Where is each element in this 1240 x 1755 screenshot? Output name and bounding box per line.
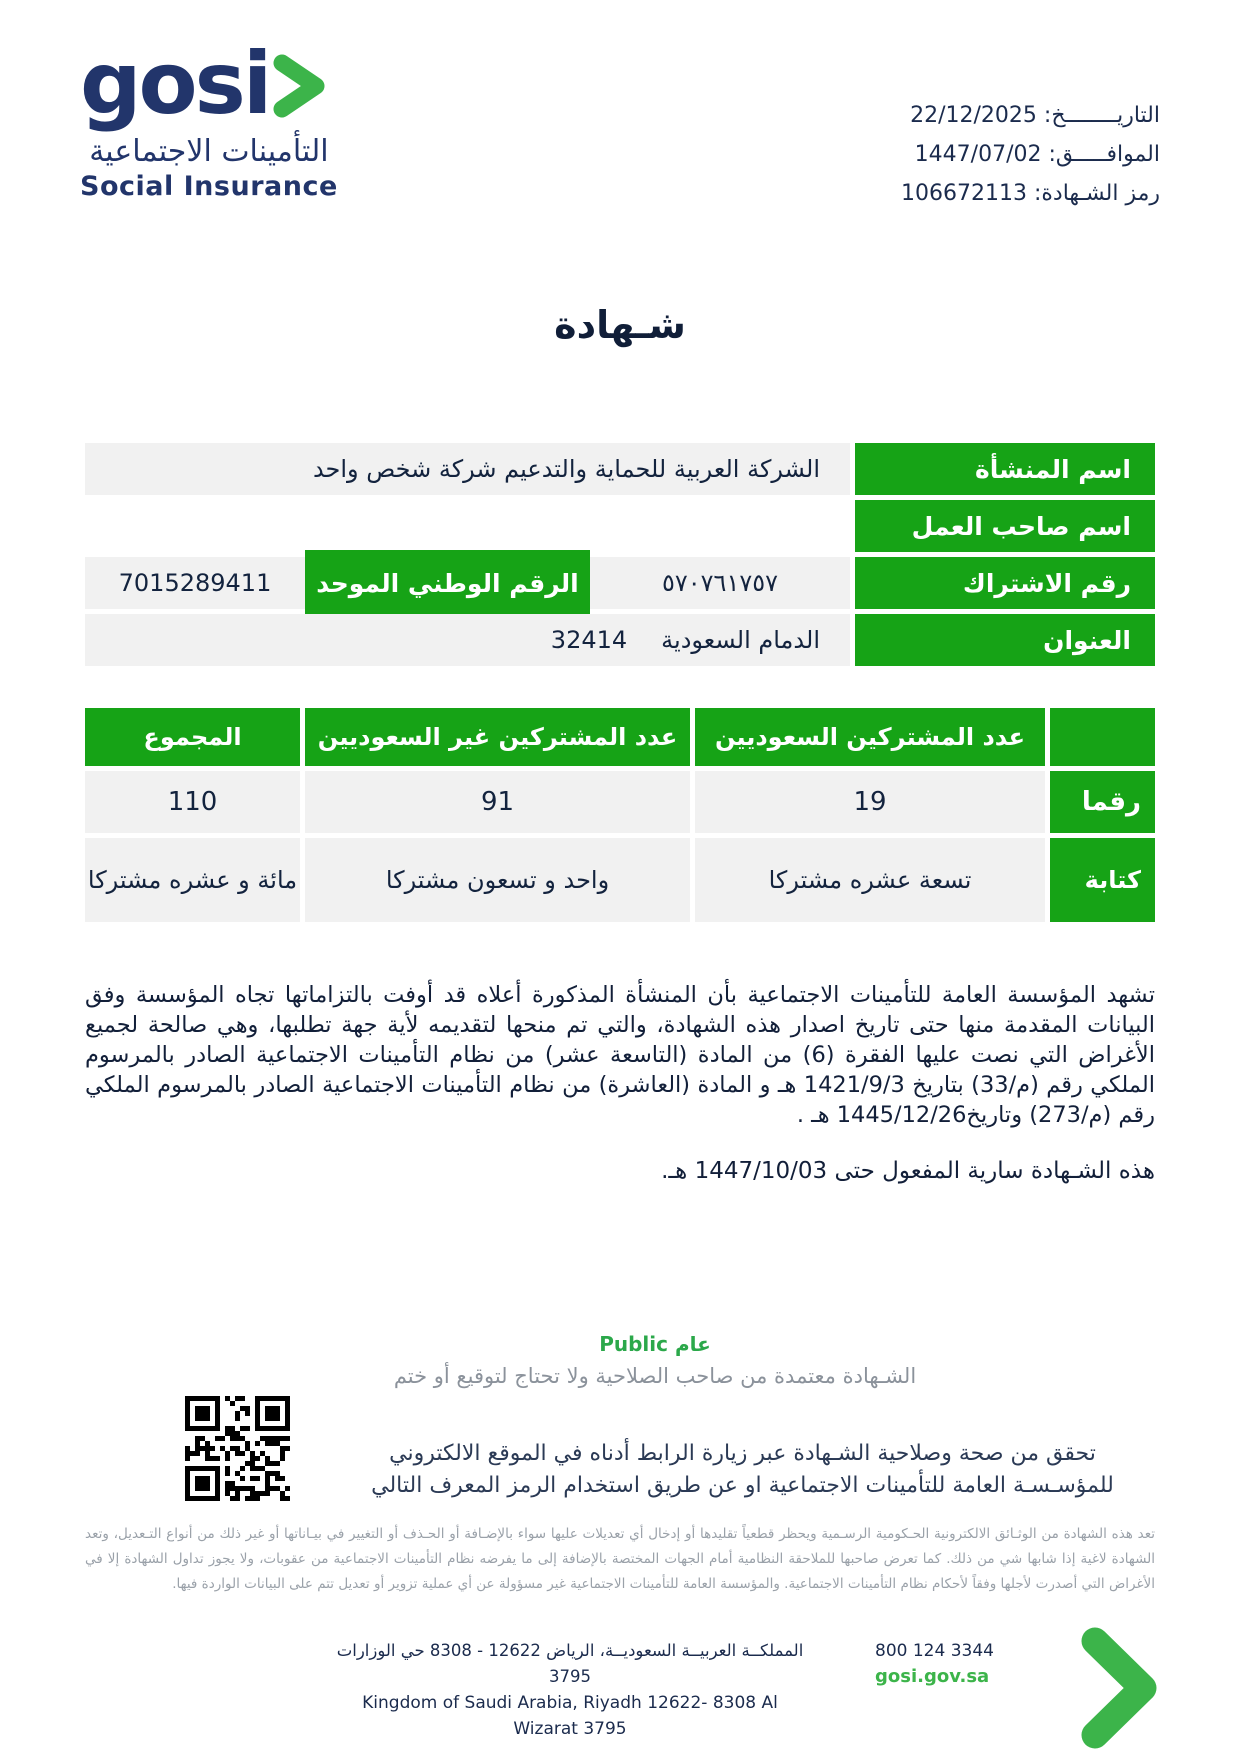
total-count-numeric: 110 (85, 771, 300, 833)
footer-contact (875, 1638, 994, 1690)
counts-corner-cell (1050, 708, 1155, 766)
employer-name-value (85, 500, 850, 552)
subscription-number-label: رقم الاشتراك (855, 557, 1155, 609)
total-count-written: مائة و عشره مشتركا (85, 838, 300, 922)
non-saudi-count-written: واحد و تسعون مشتركا (305, 838, 690, 922)
header-saudi-subscribers: عدد المشتركين السعوديين (695, 708, 1045, 766)
certification-note: الشـهادة معتمدة من صاحب الصلاحية ولا تحتاج لتوقيع أو ختم (393, 1364, 917, 1388)
qr-code (185, 1396, 290, 1501)
gosi-logo (80, 34, 338, 202)
establishment-info-table (85, 443, 1155, 666)
verification-instructions: تحقق من صحة وصلاحية الشـهادة عبر زيارة الرابط أدناه في الموقع الالكتروني للمؤسـسـة العامة للتأمينات الاجتماعية او عن طريق استخدام الرمز المعرف التالي (371, 1441, 1114, 1498)
validity-line: هذه الشـهادة سارية المفعول حتى 1447/10/03 هـ. (661, 1158, 1155, 1184)
meta-code-label: رمز الشـهادة: (1033, 181, 1160, 206)
establishment-name-value: الشركة العربية للحماية والتدعيم شركة شخص واحد (85, 443, 850, 495)
address-arabic: المملكــة العربيــة السعوديــة، الرياض 12622 - 8308 حي الوزارات 3795 (336, 1641, 804, 1686)
unified-national-number-value: 7015289411 (118, 569, 272, 597)
employer-name-label: اسم صاحب العمل (855, 500, 1155, 552)
address-value (85, 614, 850, 666)
meta-date-value: 22/12/2025 (910, 103, 1037, 128)
header-total: المجموع (85, 708, 300, 766)
verification-section (0, 1396, 1240, 1502)
logo-english-name: Social Insurance (80, 171, 338, 202)
table-row-employer-name (85, 500, 1155, 552)
header-non-saudi-subscribers: عدد المشتركين غير السعوديين (305, 708, 690, 766)
meta-code-value: 106672113 (901, 181, 1027, 206)
logo-arabic-name: التأمينات الاجتماعية (89, 134, 329, 169)
address-city: الدمام السعودية (661, 626, 820, 654)
header (0, 0, 1240, 213)
address-label: العنوان (855, 614, 1155, 666)
row-label-written: كتابة (1050, 838, 1155, 922)
website-url: gosi.gov.sa (875, 1666, 990, 1687)
meta-hijri-value: 1447/07/02 (914, 142, 1042, 167)
logo-wordmark: gosi (80, 34, 270, 134)
footer-chevron-icon (1080, 1627, 1160, 1753)
footer-address (335, 1638, 805, 1742)
row-label-numeric: رقما (1050, 771, 1155, 833)
meta-date-label: التاريــــــــخ: (1043, 103, 1160, 128)
table-row-address (85, 614, 1155, 666)
page-title: شـهادة (554, 303, 686, 347)
establishment-name-label: اسم المنشأة (855, 443, 1155, 495)
subscription-number-value: ٥٧٠٧٦١٧٥٧ (661, 569, 778, 597)
subscriber-counts-table (85, 708, 1155, 922)
meta-certificate-code (901, 174, 1160, 213)
table-row-subscription-number (85, 557, 1155, 609)
legal-disclaimer: تعد هذه الشهادة من الوثـائق الالكترونية الحـكومية الرسـمية ويحظر قطعياً تقليدها أو إدخال أي تعديلات عليها سواء بالإضـافة أو الحـذف أو التغيير في بيـاناتها أو غير ذلك من أنواع التـعديل، وتعد الشهادة لاغية إذا شابها شي من ذلك. كما تعرض صاحبها للملاحقة النظامية أمام الجهات المختصة بالإضافة إلى ما يفرضه نظام التأمينات الاجتماعية من عقوبات، ولا يجوز تداول الشهادة إلا في الأغراض التي أصدرت لأجلها وفقاً لأحكام نظام التأمينات الاجتماعية. والمؤسسة العامة للتأمينات الاجتماعية غير مسؤولة عن أي عملية تزوير أو تعديل تتم على البيانات الواردة فيها. (85, 1526, 1155, 1592)
address-postal-code: 32414 (550, 626, 628, 654)
subscription-number-cell (85, 557, 850, 609)
certification-statement: تشهد المؤسسة العامة للتأمينات الاجتماعية بأن المنشأة المذكورة أعلاه قد أوفت بالتزاماتها تجاه المؤسسة وفق البيانات المقدمة منها حتى تاريخ اصدار هذه الشهادة، والتي تم منحها لتقديمه لأية جهة تطلبها، وهي صالحة لجميع الأغراض التي نصت عليها الفقرة (6) من المادة (التاسعة عشر) من نظام التأمينات الاجتماعية الصادر بالمرسوم الملكي رقم (م/33) بتاريخ 1421/9/3 هـ و المادة (العاشرة) من نظام التأمينات الاجتماعية الصادر بالمرسوم الملكي رقم (م/273) وتاريخ1445/12/26 هـ . (85, 982, 1155, 1128)
classification-block (0, 1332, 1240, 1388)
address-english: Kingdom of Saudi Arabia, Riyadh 12622- 8308 Al Wizarat 3795 (362, 1693, 778, 1739)
unified-national-number-label: الرقم الوطني الموحد (305, 550, 590, 616)
non-saudi-count-numeric: 91 (305, 771, 690, 833)
footer (0, 1638, 1240, 1742)
logo-chevron-icon (271, 54, 331, 122)
document-meta (901, 96, 1160, 213)
meta-date-gregorian (901, 96, 1160, 135)
meta-hijri-label: الموافـــــق: (1048, 142, 1160, 167)
saudi-count-numeric: 19 (695, 771, 1045, 833)
table-row-establishment-name (85, 443, 1155, 495)
classification-tag: Public عام (599, 1332, 711, 1356)
saudi-count-written: تسعة عشره مشتركا (695, 838, 1045, 922)
phone-number: 800 124 3344 (875, 1641, 994, 1661)
meta-date-hijri (901, 135, 1160, 174)
